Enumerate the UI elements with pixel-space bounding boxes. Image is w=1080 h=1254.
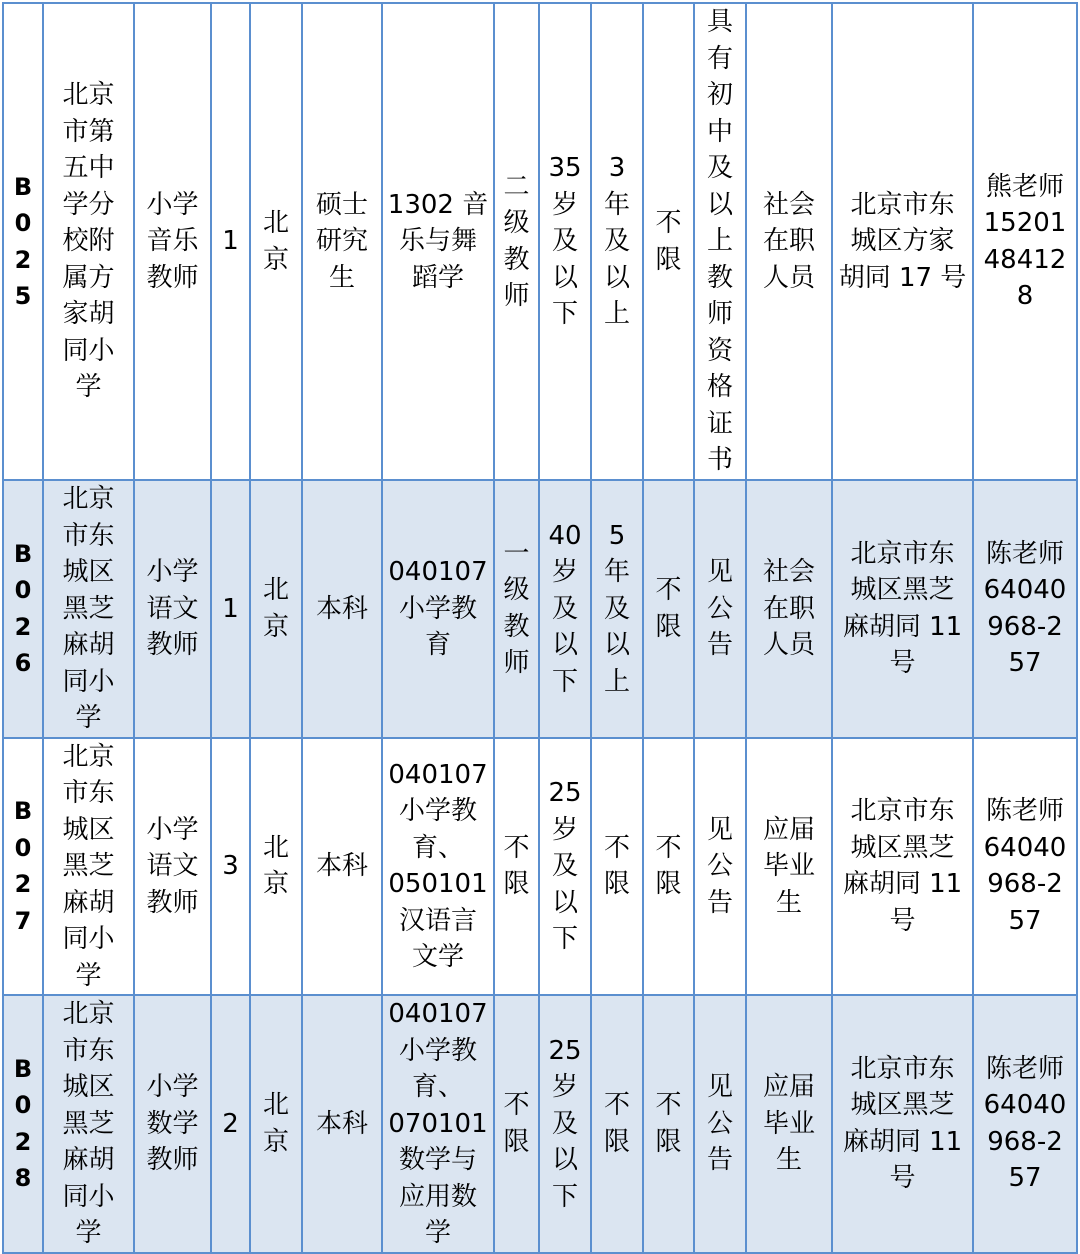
contact-info: 陈老师 64040 968-2 57 [973,995,1077,1253]
position-name: 小学 语文 教师 [134,738,211,996]
position-code: B 0 2 7 [3,738,43,996]
major-requirement: 040107 小学教 育、 050101 汉语言 文学 [382,738,494,996]
table-row [3,995,1077,1253]
education-requirement: 本科 [302,480,382,738]
school-name: 北京 市第 五中 学分 校附 属方 家胡 同小 学 [43,3,134,480]
recruitment-table [2,2,1078,1254]
experience-requirement: 不 限 [591,995,643,1253]
school-address: 北京市东 城区黑芝 麻胡同 11 号 [832,738,973,996]
hire-count: 1 [211,480,250,738]
certificate-requirement: 见 公 告 [694,738,746,996]
other-limit: 不 限 [643,480,694,738]
position-name: 小学 数学 教师 [134,995,211,1253]
certificate-requirement: 见 公 告 [694,480,746,738]
hire-count: 1 [211,3,250,480]
experience-requirement: 不 限 [591,738,643,996]
table-row [3,3,1077,480]
table-row [3,480,1077,738]
school-address: 北京市东 城区方家 胡同 17 号 [832,3,973,480]
age-requirement: 25 岁 及 以 下 [539,738,591,996]
position-name: 小学 音乐 教师 [134,3,211,480]
hukou-requirement: 北 京 [250,480,302,738]
applicant-source: 社会 在职 人员 [746,480,832,738]
position-name: 小学 语文 教师 [134,480,211,738]
experience-requirement: 3 年 及 以 上 [591,3,643,480]
contact-info: 陈老师 64040 968-2 57 [973,738,1077,996]
hukou-requirement: 北 京 [250,995,302,1253]
education-requirement: 硕士 研究 生 [302,3,382,480]
hire-count: 2 [211,995,250,1253]
hukou-requirement: 北 京 [250,738,302,996]
applicant-source: 应届 毕业 生 [746,738,832,996]
school-name: 北京 市东 城区 黑芝 麻胡 同小 学 [43,738,134,996]
applicant-source: 应届 毕业 生 [746,995,832,1253]
certificate-requirement: 见 公 告 [694,995,746,1253]
school-address: 北京市东 城区黑芝 麻胡同 11 号 [832,480,973,738]
position-code: B 0 2 6 [3,480,43,738]
age-requirement: 35 岁 及 以 下 [539,3,591,480]
school-address: 北京市东 城区黑芝 麻胡同 11 号 [832,995,973,1253]
title-requirement: 不 限 [494,995,539,1253]
title-requirement: 一 级 教 师 [494,480,539,738]
other-limit: 不 限 [643,3,694,480]
experience-requirement: 5 年 及 以 上 [591,480,643,738]
contact-info: 陈老师 64040 968-2 57 [973,480,1077,738]
title-requirement: 二 级 教 师 [494,3,539,480]
table-row [3,738,1077,996]
hukou-requirement: 北 京 [250,3,302,480]
major-requirement: 040107 小学教 育 [382,480,494,738]
education-requirement: 本科 [302,995,382,1253]
applicant-source: 社会 在职 人员 [746,3,832,480]
education-requirement: 本科 [302,738,382,996]
hire-count: 3 [211,738,250,996]
major-requirement: 040107 小学教 育、 070101 数学与 应用数 学 [382,995,494,1253]
age-requirement: 40 岁 及 以 下 [539,480,591,738]
major-requirement: 1302 音 乐与舞 蹈学 [382,3,494,480]
age-requirement: 25 岁 及 以 下 [539,995,591,1253]
title-requirement: 不 限 [494,738,539,996]
other-limit: 不 限 [643,738,694,996]
certificate-requirement: 具 有 初 中 及 以 上 教 师 资 格 证 书 [694,3,746,480]
contact-info: 熊老师 15201 48412 8 [973,3,1077,480]
position-code: B 0 2 5 [3,3,43,480]
school-name: 北京 市东 城区 黑芝 麻胡 同小 学 [43,480,134,738]
other-limit: 不 限 [643,995,694,1253]
school-name: 北京 市东 城区 黑芝 麻胡 同小 学 [43,995,134,1253]
position-code: B 0 2 8 [3,995,43,1253]
